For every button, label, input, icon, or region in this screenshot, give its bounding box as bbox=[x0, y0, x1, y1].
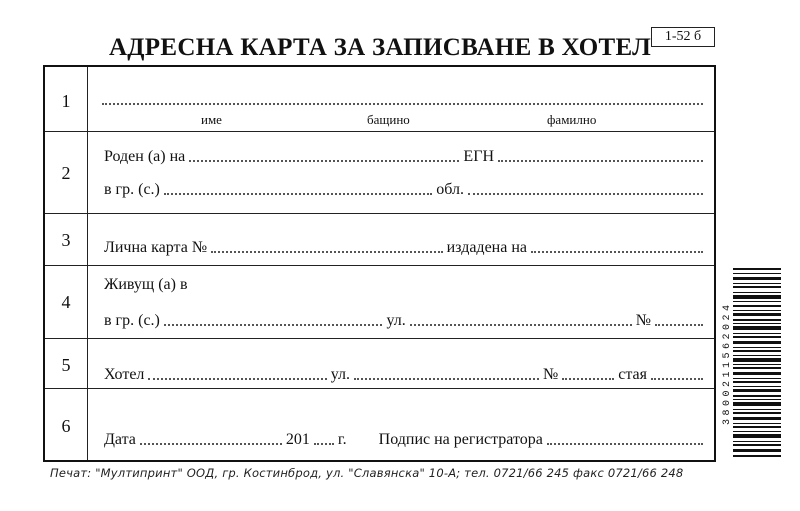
row-number: 3 bbox=[61, 230, 71, 250]
full-name-field[interactable] bbox=[101, 89, 704, 109]
row-5-hotel bbox=[45, 338, 714, 389]
year-digit-field[interactable] bbox=[314, 443, 334, 445]
hotel-number-field[interactable] bbox=[562, 378, 614, 380]
first-name-label: име bbox=[201, 112, 222, 127]
registration-card bbox=[43, 65, 716, 462]
row-number: 2 bbox=[61, 163, 71, 183]
birth-egn-line bbox=[101, 146, 704, 166]
row-4-residence bbox=[45, 265, 714, 339]
residence-address-line bbox=[101, 310, 704, 330]
signature-field[interactable] bbox=[547, 443, 703, 445]
issued-label: издадена на bbox=[446, 239, 527, 256]
row-number: 6 bbox=[61, 416, 71, 436]
date-signature-line bbox=[101, 429, 704, 449]
printer-footer: Печат: "Мултипринт" ООД, гр. Костинброд, ул. "Славянска" 10-А; тел. 0721/66 245 факс 0721/66 248 bbox=[50, 466, 684, 480]
date-label: Дата bbox=[104, 431, 136, 448]
born-label: Роден (а) на bbox=[104, 148, 186, 165]
hotel-line bbox=[101, 364, 704, 384]
hotel-street-field[interactable] bbox=[354, 378, 539, 380]
signature-label: Подпис на регистратора bbox=[378, 431, 543, 448]
row-2-birth bbox=[45, 131, 714, 214]
id-card-number-field[interactable] bbox=[211, 251, 442, 253]
birth-region-field[interactable] bbox=[468, 193, 703, 195]
row-1-name bbox=[45, 67, 714, 131]
residence-number-field[interactable] bbox=[655, 324, 703, 326]
id-card-label: Лична карта № bbox=[104, 239, 208, 256]
city-label: в гр. (с.) bbox=[104, 181, 160, 198]
birthplace-line bbox=[101, 179, 704, 199]
issued-date-field[interactable] bbox=[531, 251, 703, 253]
middle-name-label: бащино bbox=[367, 112, 410, 127]
street-label: ул. bbox=[386, 312, 406, 329]
year-suffix: г. bbox=[337, 431, 347, 448]
number-label: № bbox=[635, 312, 651, 329]
row-number: 1 bbox=[61, 91, 71, 111]
hotel-name-field[interactable] bbox=[148, 378, 326, 380]
living-label: Живущ (а) в bbox=[104, 276, 188, 293]
row-number: 5 bbox=[61, 355, 71, 375]
last-name-label: фамилно bbox=[547, 112, 597, 127]
egn-field[interactable] bbox=[498, 160, 703, 162]
residence-street-field[interactable] bbox=[410, 324, 632, 326]
birth-city-field[interactable] bbox=[164, 193, 432, 195]
form-title: АДРЕСНА КАРТА ЗА ЗАПИСВАНЕ В ХОТЕЛ bbox=[108, 34, 652, 61]
living-line bbox=[101, 274, 704, 294]
egn-label: ЕГН bbox=[463, 148, 494, 165]
id-card-line bbox=[101, 237, 704, 257]
name-dotted-line bbox=[102, 103, 703, 105]
room-label: стая bbox=[618, 366, 647, 383]
residence-city-field[interactable] bbox=[164, 324, 383, 326]
hotel-label: Хотел bbox=[104, 366, 145, 383]
barcode-graphic bbox=[733, 268, 781, 458]
row-6-date bbox=[45, 388, 714, 462]
row-3-id-card bbox=[45, 213, 714, 266]
city-label: в гр. (с.) bbox=[104, 312, 160, 329]
form-code-box: 1-52 б bbox=[651, 27, 715, 47]
number-label: № bbox=[542, 366, 559, 383]
room-field[interactable] bbox=[651, 378, 703, 380]
birth-date-field[interactable] bbox=[189, 160, 459, 162]
region-label: обл. bbox=[436, 181, 464, 198]
barcode-number: 3800211562024 bbox=[722, 301, 733, 425]
street-label: ул. bbox=[330, 366, 350, 383]
row-number: 4 bbox=[61, 292, 71, 312]
date-field[interactable] bbox=[140, 443, 282, 445]
year-prefix: 201 bbox=[285, 431, 310, 448]
